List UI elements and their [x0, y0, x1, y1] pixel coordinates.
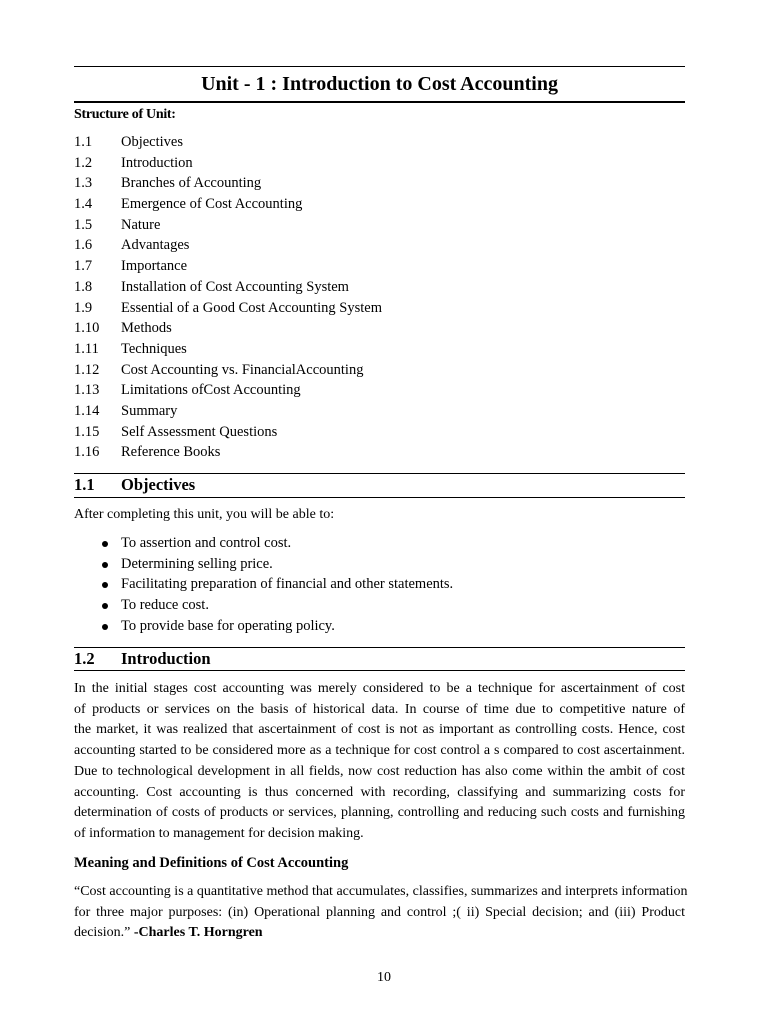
paragraph-line [74, 923, 685, 944]
toc-item [74, 360, 382, 381]
toc-item [74, 318, 382, 339]
list-item-text: Determining selling price. [121, 555, 273, 572]
paragraph-line: accounting. Cost accounting is thus concerned with recording, classifying and summarizing costs for [74, 784, 685, 800]
toc-number: 1.3 [74, 175, 93, 192]
section-rule-bottom [74, 670, 685, 671]
list-item-text: To provide base for operating policy. [121, 617, 335, 634]
section-title: Introduction [121, 649, 211, 668]
list-item-text: To assertion and control cost. [121, 535, 292, 551]
bullet-icon [102, 541, 108, 547]
section-rule-bottom [74, 497, 685, 498]
paragraph-line: determination of costs of products or services, planning, controlling and reducing such costs and furnishing [74, 805, 685, 821]
toc-number: 1.9 [74, 299, 93, 316]
toc-title: Installation of Cost Accounting System [121, 278, 349, 295]
toc-title: Reference Books [121, 444, 221, 461]
toc-item [74, 298, 382, 319]
toc-title: Techniques [121, 340, 187, 357]
toc-title: Methods [121, 320, 172, 337]
bullet-icon [102, 624, 108, 630]
toc-title: Essential of a Good Cost Accounting System [121, 299, 382, 316]
toc-number: 1.7 [74, 258, 93, 275]
toc-title: Cost Accounting vs. FinancialAccounting [121, 361, 364, 378]
toc-title: Objectives [121, 134, 184, 150]
unit-title: Unit - 1 : Introduction to Cost Accounting [201, 73, 558, 95]
title-rule-thick [74, 101, 685, 103]
toc-item [74, 173, 382, 194]
toc-number: 1.10 [74, 320, 100, 337]
toc-item [74, 339, 382, 360]
toc-title: Introduction [121, 154, 193, 171]
toc-item [74, 422, 382, 443]
toc-item [74, 194, 382, 215]
paragraph-line: “Cost accounting is a quantitative method that accumulates, classifies, summarizes and interprets information [74, 884, 688, 899]
paragraph-line: the market, it was realized that ascertainment of cost is not as important as controlling costs. Hence, cost [74, 722, 685, 738]
definition-last-line: decision.” [74, 925, 134, 941]
paragraph-line: of products or services on the basis of historical data. In course of time due to competitive nature of [74, 701, 685, 717]
paragraph-line: of information to management for decision making. [74, 825, 364, 841]
toc-number: 1.15 [74, 423, 100, 440]
toc-item [74, 442, 382, 463]
paragraph-line: for three major purposes: (in) Operational planning and control ;( ii) Special decision; and (iii) Product [74, 904, 685, 920]
toc-number: 1.8 [74, 278, 93, 295]
toc-title: Branches of Accounting [121, 175, 262, 192]
toc-title: Importance [121, 258, 188, 275]
list-item [100, 616, 453, 637]
toc-number: 1.2 [74, 154, 93, 171]
section-title: Objectives [121, 475, 196, 494]
toc-item [74, 256, 382, 277]
toc-number: 1.1 [74, 134, 93, 150]
list-item-text: Facilitating preparation of financial and other statements. [121, 576, 454, 593]
top-rule-thin [74, 66, 685, 67]
list-item [100, 574, 453, 595]
toc-title: Summary [121, 402, 178, 419]
toc-title: Limitations ofCost Accounting [121, 382, 301, 399]
objectives-intro-text: After completing this unit, you will be able to: [74, 507, 335, 522]
structure-label: Structure of Unit: [74, 107, 176, 122]
toc-number: 1.16 [74, 444, 100, 461]
bullet-icon [102, 582, 108, 588]
toc-item [74, 153, 382, 174]
objectives-list [100, 533, 453, 636]
section-heading-objectives [74, 474, 195, 496]
paragraph-line: accounting started to be considered more as a technique for cost control a s compared to cost ascertainment. [74, 743, 685, 759]
table-of-contents [74, 132, 382, 463]
introduction-paragraph [74, 679, 685, 845]
bullet-icon [102, 603, 108, 609]
toc-item [74, 235, 382, 256]
paragraph-line: Due to technological development in all fields, now cost reduction has also come within the ambit of cost [74, 763, 685, 779]
objectives-intro [74, 505, 685, 526]
quote-author: -Charles T. Horngren [133, 925, 263, 941]
toc-number: 1.14 [74, 402, 100, 419]
toc-number: 1.13 [74, 382, 100, 399]
page-number: 10 [377, 970, 391, 985]
toc-number: 1.11 [74, 340, 99, 357]
bullet-icon [102, 562, 108, 568]
toc-item [74, 132, 382, 153]
toc-number: 1.6 [74, 237, 93, 254]
definitions-subheading: Meaning and Definitions of Cost Accounting [74, 855, 349, 871]
toc-number: 1.4 [74, 196, 93, 213]
section-number: 1.1 [74, 475, 95, 494]
toc-item [74, 401, 382, 422]
toc-item [74, 215, 382, 236]
toc-item [74, 277, 382, 298]
toc-title: Nature [121, 216, 161, 233]
toc-title: Advantages [121, 237, 190, 254]
definition-quote [74, 882, 688, 944]
toc-title: Emergence of Cost Accounting [121, 196, 303, 213]
paragraph-line: In the initial stages cost accounting was merely considered to be a technique for ascertainment of cost [74, 681, 685, 696]
section-heading-introduction [74, 648, 211, 670]
list-item [100, 554, 453, 575]
toc-item [74, 380, 382, 401]
section-number: 1.2 [74, 649, 95, 668]
toc-title: Self Assessment Questions [121, 423, 278, 440]
list-item [100, 595, 453, 616]
list-item [100, 533, 453, 554]
list-item-text: To reduce cost. [121, 597, 209, 614]
toc-number: 1.5 [74, 216, 93, 233]
toc-number: 1.12 [74, 361, 100, 378]
